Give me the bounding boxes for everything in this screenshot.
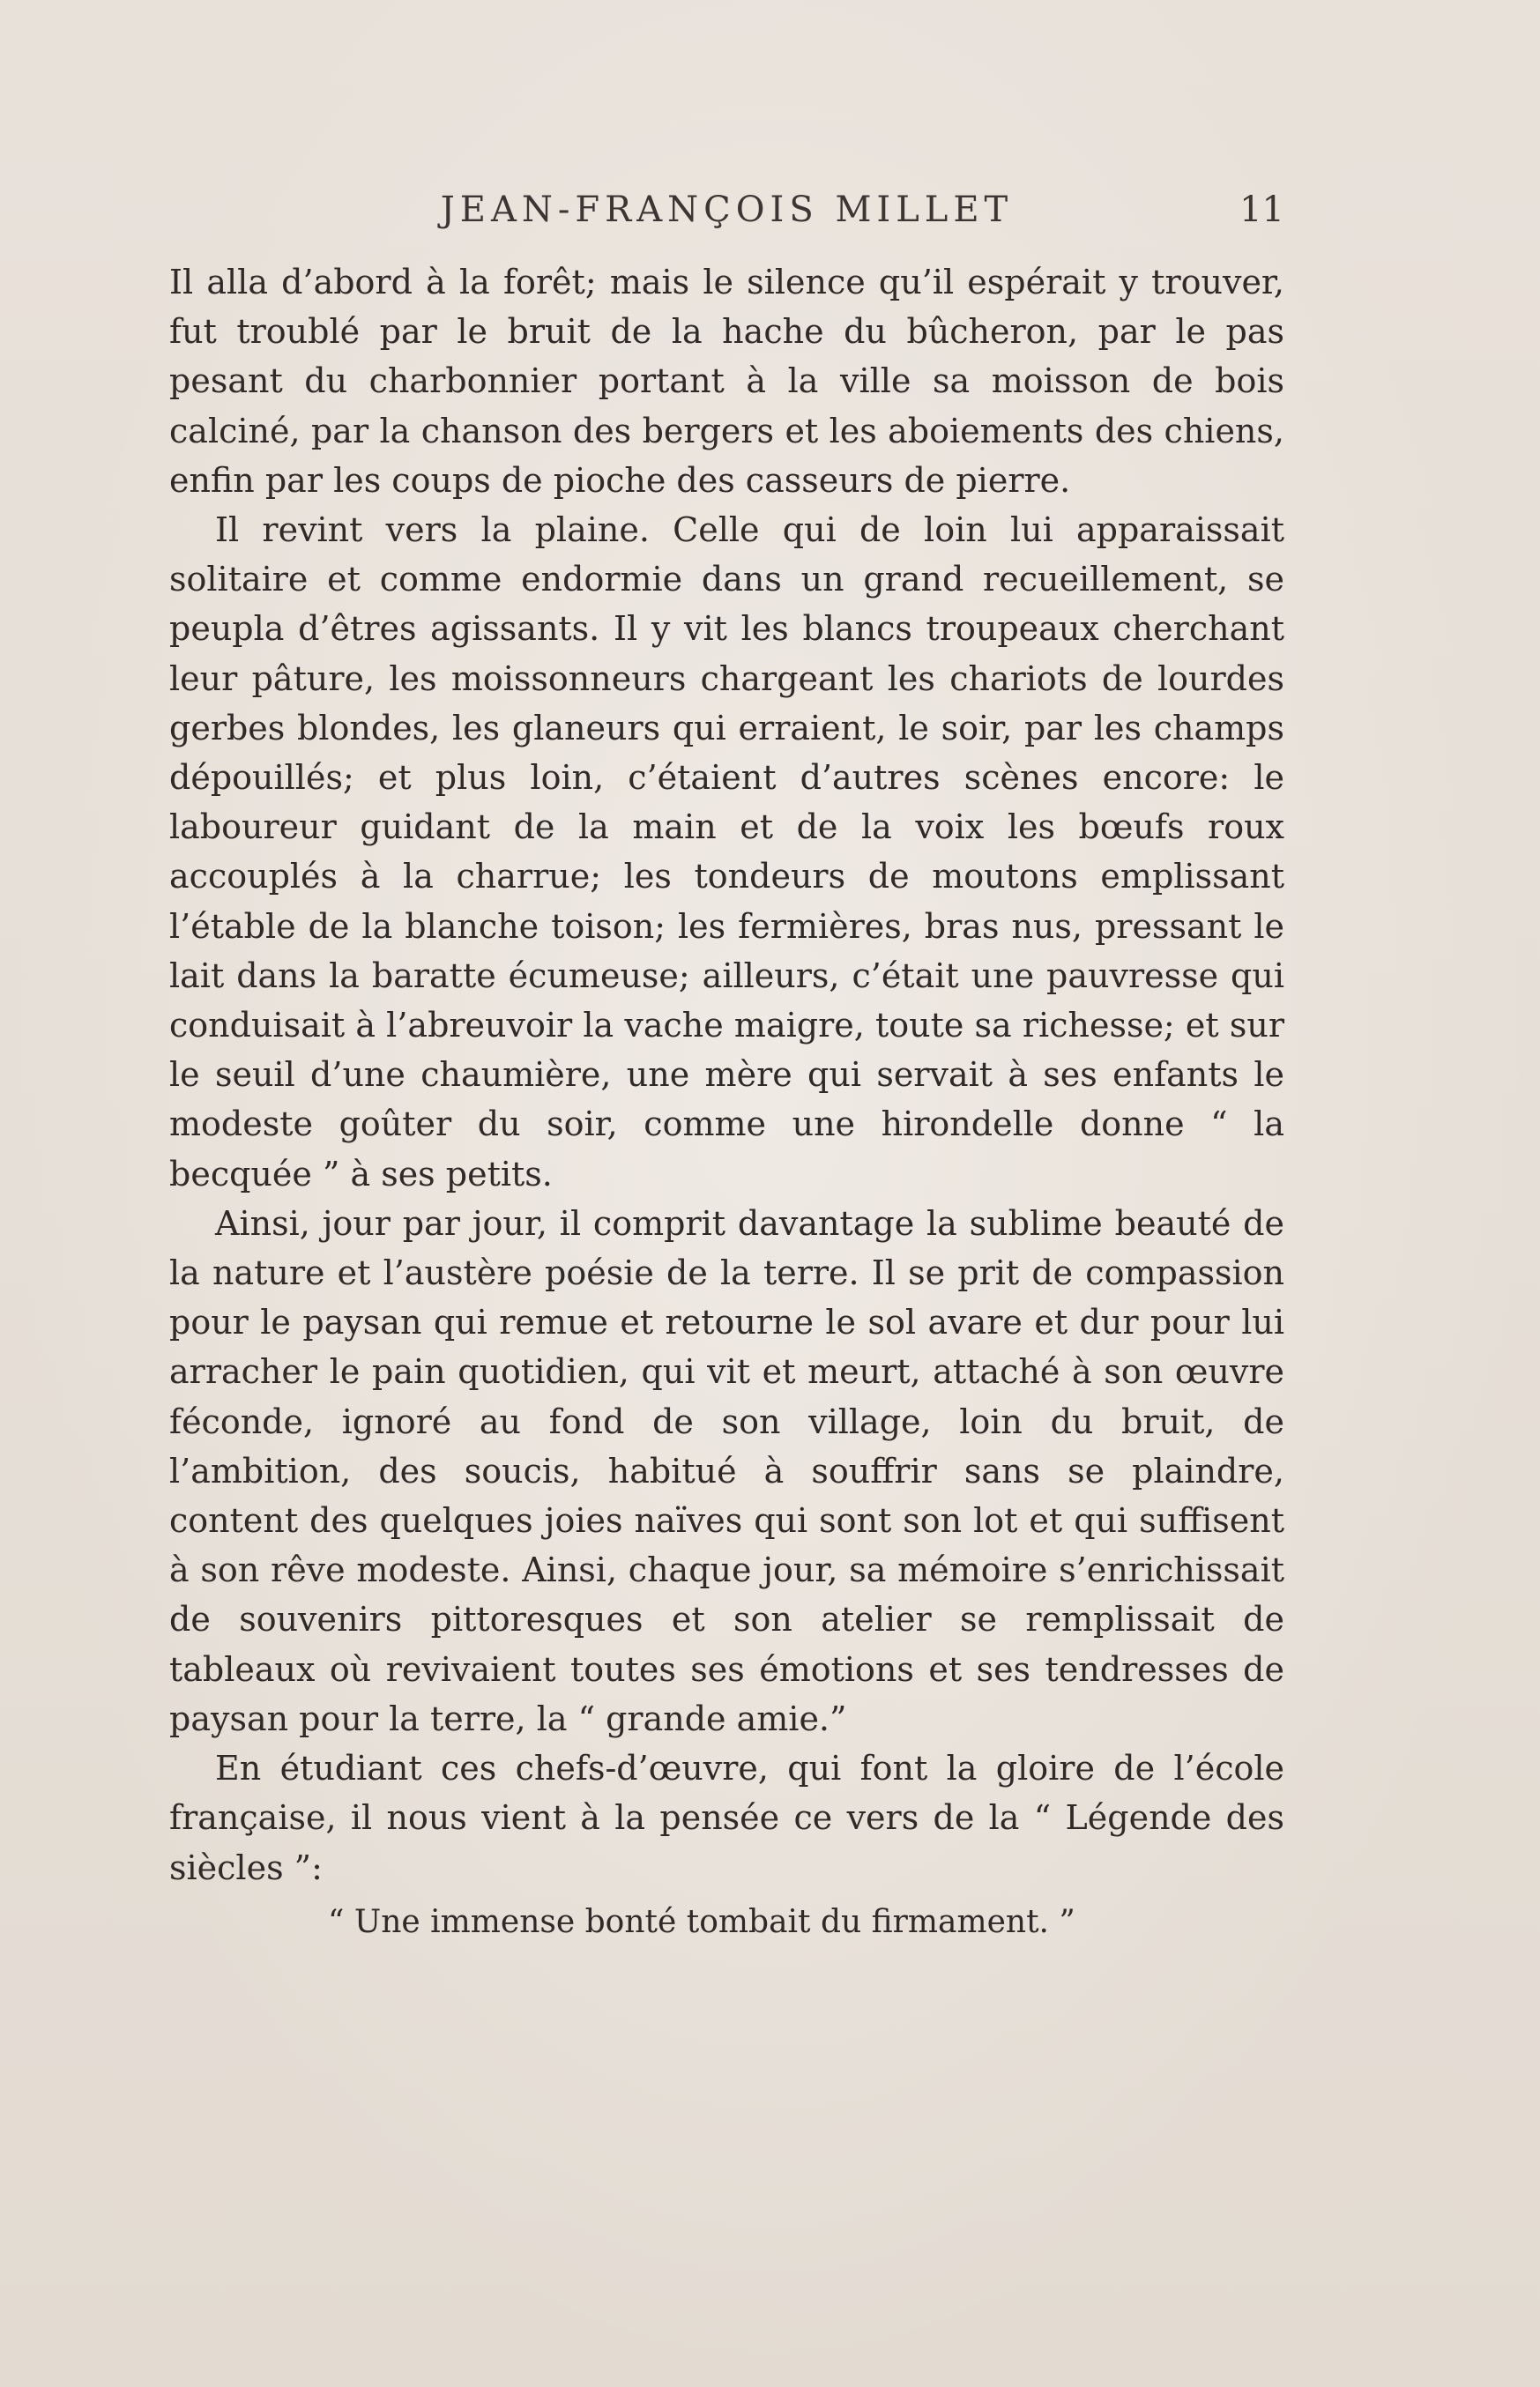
paragraph-plain: Il revint vers la plaine. Celle qui de loin lui apparaissait solitaire et comme endormie dans un grand recueillement, se peupla d’êtres agissants. Il y vit les blancs troupeaux cherchant leur pâture, les moissonneurs chargeant les chariots de lourdes gerbes blondes, les glaneurs qui erraient, le soir, par les champs dépouillés; et plus loin, c’étaient d’autres scènes encore: le laboureur guidant de la main et de la voix les bœufs roux accouplés à la charrue; les tondeurs de moutons emplissant l’étable de la blanche toison; les fermières, bras nus, pressant le lait dans la baratte écumeuse; ailleurs, c’était une pauvresse qui conduisait à l’abreuvoir la vache maigre, toute sa richesse; et sur le seuil d’une chaumière, une mère qui servait à ses enfants le modeste goûter du soir, comme une hirondelle donne “ la becquée ” à ses petits. <box>169 510 1284 1194</box>
paragraph-legende: En étudiant ces chefs-d’œuvre, qui font la gloire de l’école française, il nous vient à la pensée ce vers de la “ Légende des siècles ”: <box>169 1749 1284 1887</box>
verse-quote: “ Une immense bonté tombait du firmament. ” <box>328 1903 1075 1940</box>
page-number: 11 <box>1239 190 1284 230</box>
paragraph-nature: Ainsi, jour par jour, il comprit davantage la sublime beauté de la nature et l’austère poésie de la terre. Il se prit de compassion pour le paysan qui remue et retourne le sol avare et dur pour lui arracher le pain quotidien, qui vit et meurt, attaché à son œuvre féconde, ignoré au fond de son village, loin du bruit, de l’ambition, des soucis, habitué à souffrir sans se plaindre, content des quelques joies naïves qui sont son lot et qui suffisent à son rêve modeste. Ainsi, chaque jour, sa mémoire s’enrichissait de souvenirs pittoresques et son atelier se remplissait de tableaux où revivaient toutes ses émotions et ses tendresses de paysan pour la terre, la “ grande amie.” <box>169 1203 1284 1738</box>
body-text <box>169 257 1284 1947</box>
paragraph-forest: Il alla d’abord à la forêt; mais le silence qu’il espérait y trouver, fut troublé par le bruit de la hache du bûcheron, par le pas pesant du charbonnier portant à la ville sa moisson de bois calciné, par la chanson des bergers et les aboiements des chiens, enfin par les coups de pioche des casseurs de pierre. <box>169 263 1284 500</box>
running-title: JEAN-FRANÇOIS MILLET <box>440 190 1014 230</box>
running-head <box>169 183 1284 236</box>
